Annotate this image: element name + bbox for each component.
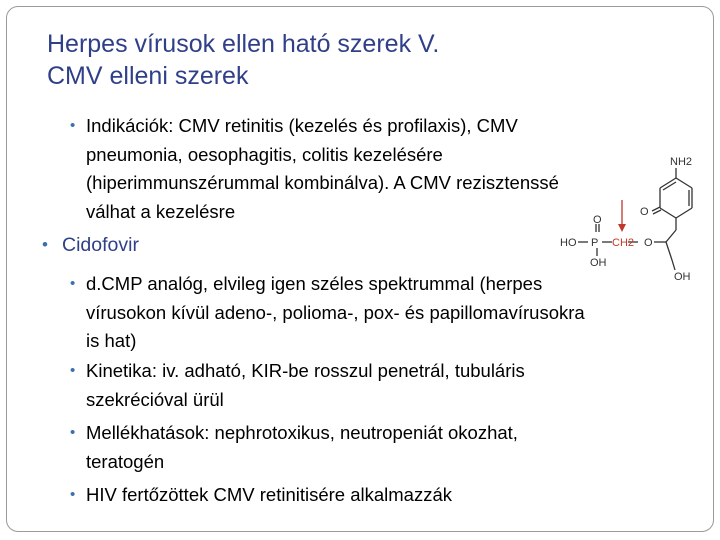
bullet-text: HIV fertőzöttek CMV retinitisére alkalmazzák: [86, 484, 453, 505]
bullet-icon: •: [70, 486, 76, 503]
phosphoryl-oxygen-label: O: [593, 214, 602, 226]
title-line-2: CMV elleni szerek: [47, 62, 249, 90]
phosphorus-oh-label: OH: [590, 257, 607, 269]
bullet-text: d.CMP analóg, elvileg igen széles spektrummal (herpes vírusokon kívül adeno-, polioma-, pox- és papillomavírusokra is hat): [86, 273, 585, 351]
hydroxyl-label: OH: [674, 271, 691, 283]
bullet-text: Cidofovir: [62, 234, 139, 256]
cidofovir-structure-diagram: [558, 148, 708, 286]
phosphorus-label: P: [591, 237, 599, 249]
ch2-label: CH2: [612, 237, 635, 249]
bullet-hiv: [70, 481, 453, 510]
bullet-text: Indikációk: CMV retinitis (kezelés és profilaxis), CMV pneumonia, oesophagitis, colitis kezelésére (hiperimmunszérummal kombinálva). A CMV rezisztenssé válhat a kezelésre: [86, 115, 559, 222]
bullet-icon: •: [42, 235, 48, 254]
ho-label: HO: [560, 237, 577, 249]
bullet-icon: •: [70, 117, 76, 134]
arrow-head-icon: [618, 224, 626, 232]
bullet-dcmp-analog: [70, 270, 585, 356]
carbonyl-oxygen-label: O: [640, 206, 649, 218]
bullet-cidofovir: [42, 231, 139, 260]
bullet-icon: •: [70, 275, 76, 292]
ether-oxygen-label: O: [644, 237, 653, 249]
bullet-text: Kinetika: iv. adható, KIR-be rosszul penetrál, tubuláris szekrécióval ürül: [86, 360, 525, 410]
bullet-kinetika: [70, 357, 525, 414]
bullet-text: Mellékhatások: nephrotoxikus, neutropeniát okozhat, teratogén: [86, 422, 518, 472]
bullet-icon: •: [70, 362, 76, 379]
nh2-label: NH2: [670, 156, 693, 168]
bullet-mellekhatasok: [70, 419, 518, 476]
title-line-1: Herpes vírusok ellen ható szerek V.: [47, 30, 440, 58]
slide-title: [47, 28, 439, 92]
bullet-indikaciok: [70, 112, 559, 226]
bullet-icon: •: [70, 424, 76, 441]
